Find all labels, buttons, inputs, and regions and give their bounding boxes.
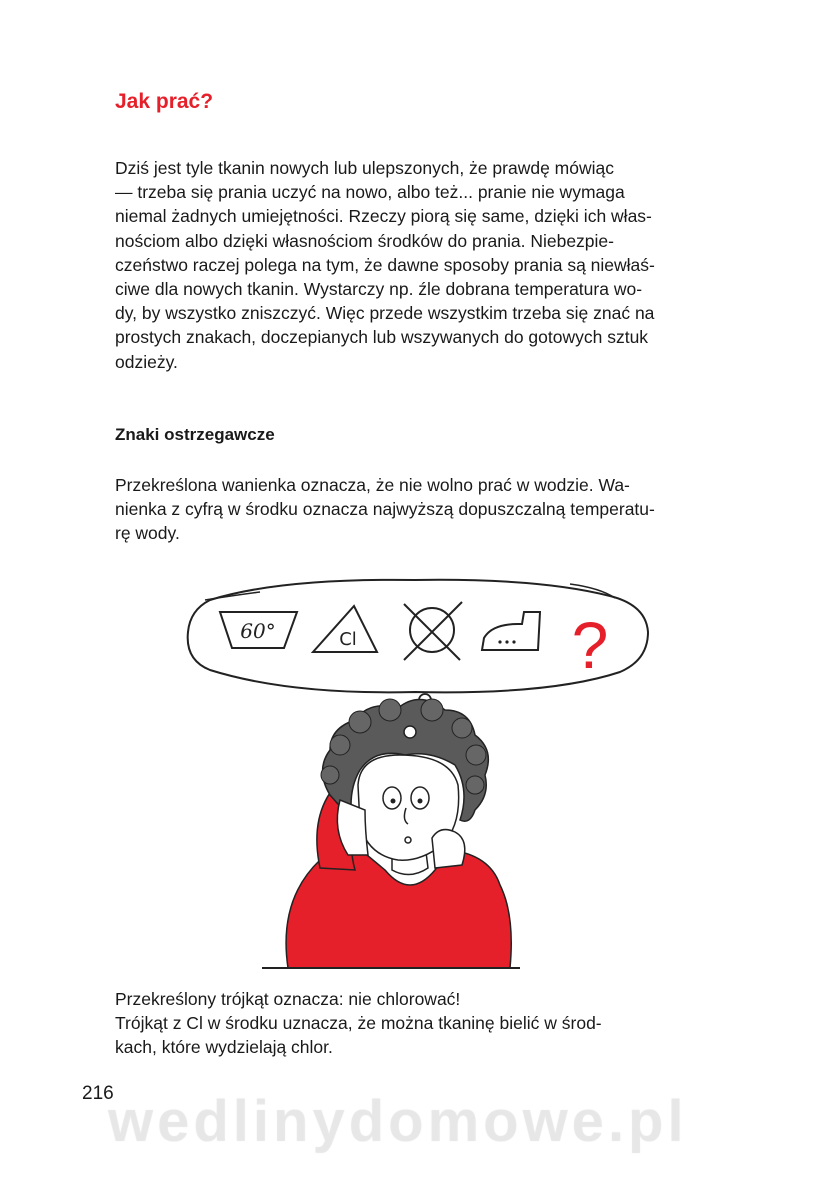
text-line: Dziś jest tyle tkanin nowych lub ulepszonych, że prawdę mówiąc — [115, 158, 614, 178]
text-line: niemal żadnych umiejętności. Rzeczy piorą się same, dzięki ich włas- — [115, 206, 652, 227]
text-line: Przekreślony trójkąt oznacza: nie chlorować! — [115, 989, 461, 1009]
text-line: nościom albo dzięki własnościom środków do prania. Niebezpie- — [115, 230, 614, 251]
watermark: wedlinydomowe.pl — [108, 1089, 688, 1154]
subheading: Znaki ostrzegawcze — [115, 425, 275, 444]
text-line: czeństwo raczej polega na tym, że dawne sposoby prania są niewłaś- — [115, 254, 655, 275]
text-line: Przekreślona wanienka oznacza, że nie wolno prać w wodzie. Wa- — [115, 475, 630, 495]
text-line: dy, by wszystko zniszczyć. Więc przede wszystkim trzeba się znać na — [115, 303, 655, 324]
laundry-illustration — [170, 570, 660, 970]
text-line: kach, które wydzielają chlor. — [115, 1037, 333, 1058]
warning-signs-paragraph — [115, 473, 755, 546]
text-line: ciwe dla nowych tkanin. Wystarczy np. źle dobrana temperatura wo- — [115, 279, 643, 300]
crossed-circle-icon — [404, 602, 462, 660]
text-line: odzieży. — [115, 351, 178, 372]
intro-paragraph — [115, 156, 755, 374]
iron-icon — [482, 612, 540, 650]
question-mark-icon: ? — [571, 608, 609, 682]
text-line: rę wody. — [115, 523, 180, 544]
tub-temperature-label: 60° — [240, 619, 276, 643]
triangle-paragraph — [115, 987, 755, 1060]
text-line: prostych znakach, doczepianych lub wszywanych do gotowych sztuk — [115, 327, 649, 348]
section-heading: Jak prać? — [115, 90, 214, 113]
wash-tub-icon — [220, 612, 297, 648]
text-line: Trójkąt z Cl w środku uznacza, że można tkaninę bielić w środ- — [115, 1013, 602, 1034]
chlorine-triangle-icon — [313, 606, 377, 652]
text-line: — trzeba się prania uczyć na nowo, albo też... pranie nie wymaga — [115, 182, 625, 203]
page-number: 216 — [82, 1083, 114, 1104]
text-line: nienka z cyfrą w środku oznacza najwyższą dopuszczalną temperatu- — [115, 499, 655, 520]
triangle-label: Cl — [339, 629, 357, 650]
